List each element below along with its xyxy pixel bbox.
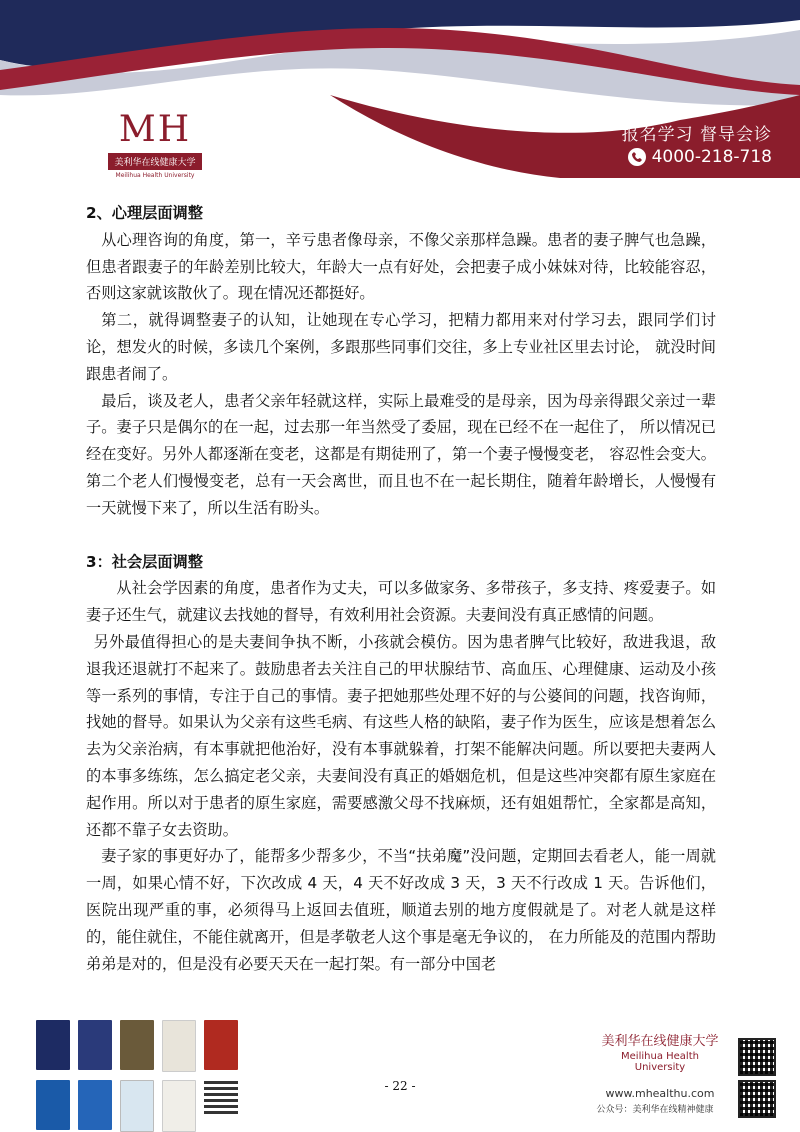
logo-mark: MH [118, 109, 192, 150]
book-covers [36, 1020, 246, 1132]
footer-url[interactable]: www.mhealthu.com [605, 1087, 715, 1100]
footer-uni-cn: 美利华在线健康大学 [601, 1034, 719, 1049]
book-cover [36, 1020, 70, 1070]
section-heading: 2、心理层面调整 [86, 204, 203, 222]
footer-wechat: 公众号：美利华在线精神健康 [596, 1105, 714, 1115]
phone-icon [628, 148, 646, 166]
logo [100, 110, 210, 180]
paragraph: 从心理咨询的角度，第一，辛亏患者像母亲，不像父亲那样急躁。患者的妻子脾气也急躁，但患者跟妻子的年龄差别比较大，年龄大一点有好处，会把妻子成小妹妹对待，比较能容忍，否则这家就该散伙了。现在情况还都挺好。 [86, 230, 716, 303]
page-number: - 22 - [384, 1079, 416, 1093]
paragraph: 最后，谈及老人，患者父亲年轻就这样，实际上最难受的是母亲，因为母亲得跟父亲过一辈子。妻子只是偶尔的在一起，过去那一年当然受了委屈，现在已经不在一起住了， 所以情况已经在变好。另外人都逐渐在变老，这都是有期徒刑了，第一个妻子慢慢变老， 容忍性会变大。第二个老人们慢慢变老，总有一天会离世，而且也不在一起长期住，随着年龄增长，人慢慢有一天就慢下来了，所以生活有盼头。 [86, 391, 716, 517]
paragraph: 从社会学因素的角度，患者作为丈夫，可以多做家务、多带孩子，多支持、疼爱妻子。如妻子还生气，就建议去找她的督导，有效利用社会资源。夫妻间没有真正感情的问题。 [86, 579, 716, 625]
book-cover [78, 1020, 112, 1070]
phone-number: 4000-218-718 [651, 147, 772, 167]
logo-cn: 美利华在线健康大学 [108, 153, 201, 170]
section-heading: 3：社会层面调整 [86, 552, 203, 571]
book-cover [120, 1020, 154, 1070]
book-cover [162, 1020, 196, 1072]
document-body [86, 200, 716, 977]
qr-code-icon [738, 1038, 776, 1076]
paragraph: 第二，就得调整妻子的认知，让她现在专心学习，把精力都用来对付学习去，跟同学们讨论，想发火的时候，多读几个案例，多跟那些同事们交往，多上专业社区里去讨论， 就没时间跟患者闹了。 [86, 311, 716, 383]
footer-branding [596, 1030, 720, 1115]
header-phone [628, 147, 772, 167]
book-cover [204, 1020, 238, 1070]
logo-en: Meilihua Health University [115, 172, 195, 179]
qr-code-icon [738, 1080, 776, 1118]
paragraph: 妻子家的事更好办了，能帮多少帮多少，不当“扶弟魔”没问题，定期回去看老人，能一周就一周，如果心情不好，下次改成 4 天，4 天不好改成 3 天，3 天不行改成 1 天。告诉他们，医院出现严重的事，必须得马上返回去值班，顺道去别的地方度假就是了。对老人就是这样的，能住就住，不能住就离开，但是孝敬老人这个事是毫无争议的， 在力所能及的范围内帮助弟弟是对的，但是没有必要天天在一起打架。有一部分中国老 [86, 847, 716, 973]
footer-uni-en: Meilihua Health University [621, 1051, 699, 1073]
paragraph: 另外最值得担心的是夫妻间争执不断，小孩就会模仿。因为患者脾气比较好，敌进我退，敌退我还退就打不起来了。鼓励患者去关注自己的甲状腺结节、高血压、心理健康、运动及小孩等一系列的事情，专注于自己的事情。妻子把她那些处理不好的与公婆间的问题，找咨询师，找她的督导。如果认为父亲有这些毛病、有这些人格的缺陷，妻子作为医生，应该是想着怎么去为父亲治病，有本事就把他治好，没有本事就躲着，打架不能解决问题。所以要把夫妻两人的本事多练练，怎么搞定老父亲，夫妻间没有真正的婚姻危机，但是这些冲突都有原生家庭在起作用。所以对于患者的原生家庭，需要感激父母不找麻烦，还有姐姐帮忙，全家都是高知，还都不靠子女去资助。 [86, 632, 716, 839]
header-slogan: 报名学习 督导会诊 [621, 125, 772, 145]
